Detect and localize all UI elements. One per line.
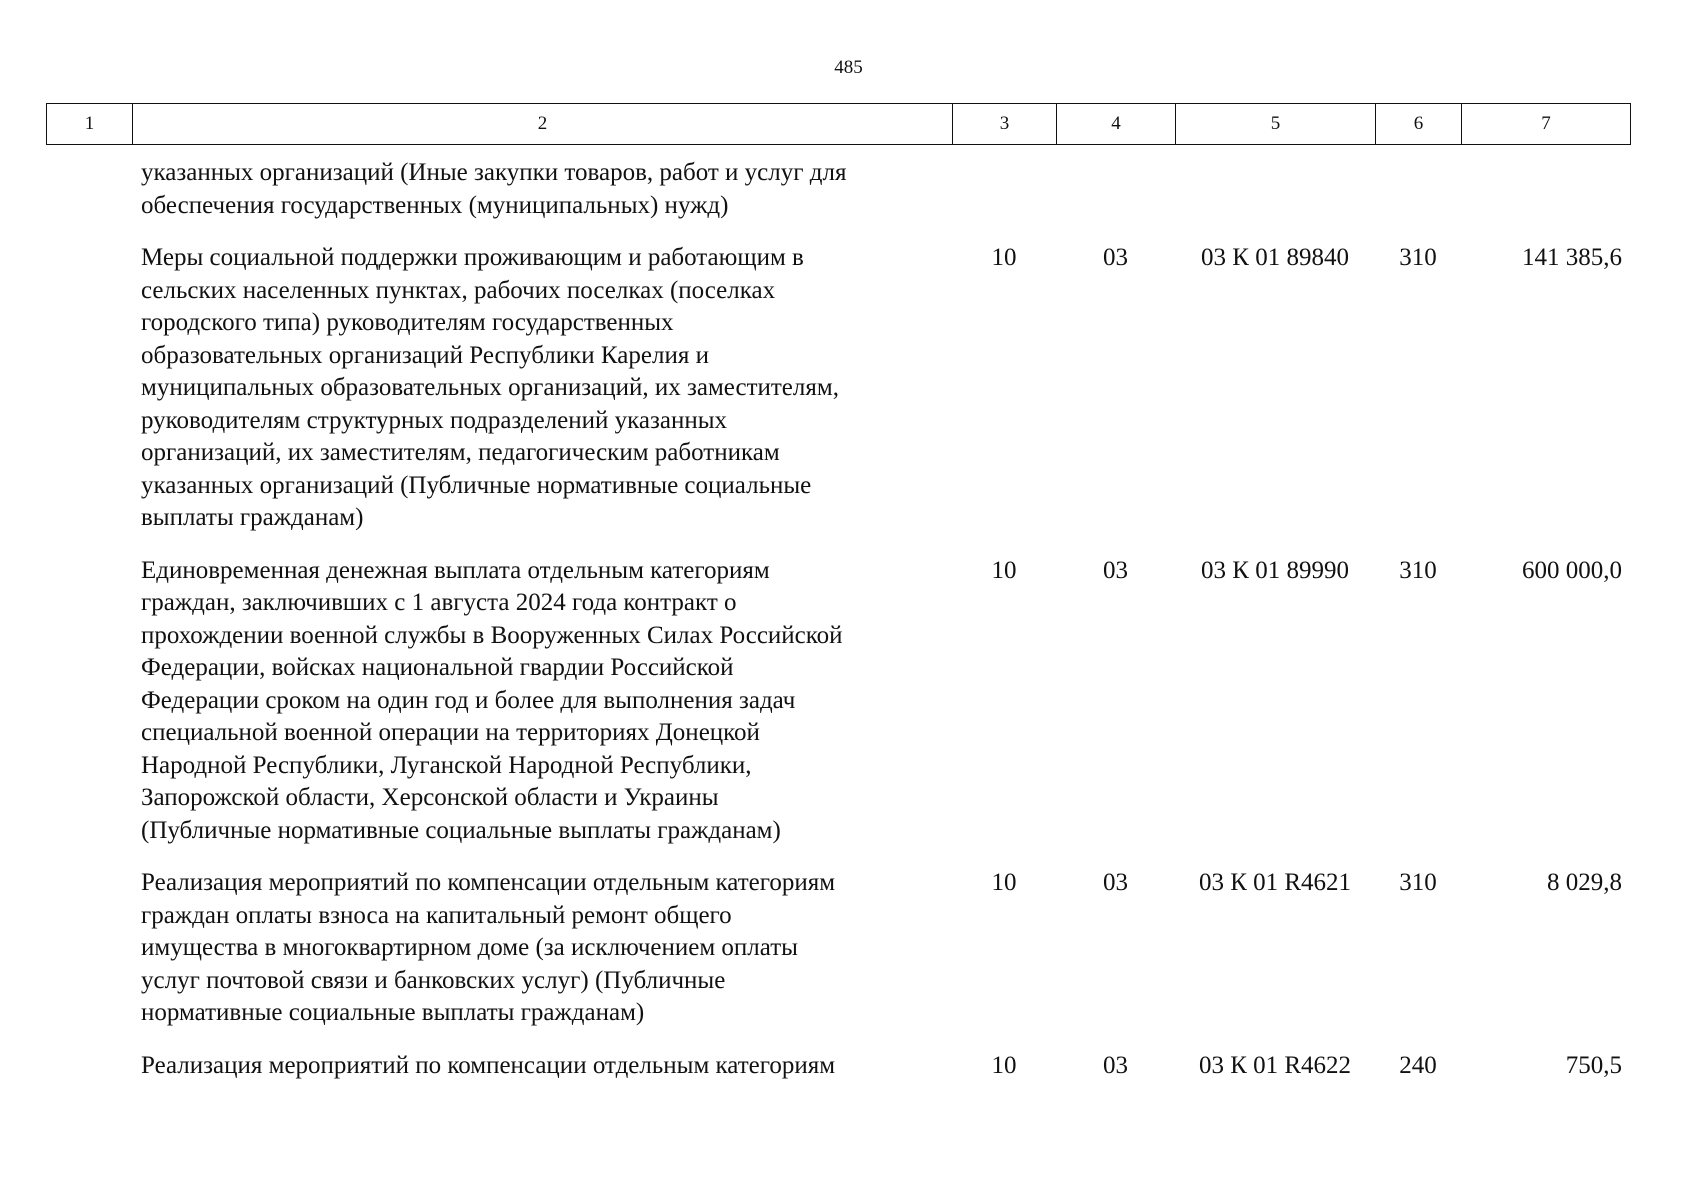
row-description: [132, 157, 952, 222]
description-line: услуг почтовой связи и банковских услуг) (Публичные: [141, 966, 726, 994]
expense-type-code: 310: [1399, 869, 1437, 896]
table-row: [46, 157, 1630, 222]
column-header-table: [46, 103, 1631, 145]
description-line: имущества в многоквартирном доме (за исключением оплаты: [141, 934, 798, 961]
subsection-code: 03: [1103, 1051, 1128, 1079]
column-header-7: 7: [1462, 104, 1631, 145]
description-line: муниципальных образовательных организаций, их заместителям,: [141, 374, 839, 401]
description-line: граждан, заключивших с 1 августа 2024 года контракт о: [141, 589, 737, 616]
table-row: [46, 242, 1630, 535]
table-row: [46, 867, 1630, 1030]
description-line: указанных организаций (Публичные нормативные социальные: [141, 471, 812, 499]
target-article-code: 03 К 01 89840: [1201, 244, 1349, 271]
column-header-6: 6: [1376, 104, 1462, 145]
column-header-1: 1: [47, 104, 133, 145]
row-description: [132, 1050, 952, 1083]
description-line: Реализация мероприятий по компенсации отдельным категориям: [141, 1051, 836, 1079]
subsection-code: 03: [1103, 244, 1128, 271]
description-line: прохождении военной службы в Вооруженных Силах Российской: [141, 621, 843, 649]
column-header-2: 2: [133, 104, 953, 145]
description-line: Народной Республики, Луганской Народной Республики,: [141, 751, 752, 779]
column-header-4: 4: [1057, 104, 1176, 145]
description-line: Единовременная денежная выплата отдельным категориям: [141, 556, 770, 584]
section-code: 10: [991, 869, 1017, 896]
amount: 600 000,0: [1522, 556, 1622, 584]
section-code: 10: [991, 1051, 1017, 1079]
row-description: [132, 242, 952, 535]
expense-type-code: 310: [1399, 244, 1437, 271]
table-row: [46, 555, 1630, 848]
description-line: указанных организаций (Иные закупки товаров, работ и услуг для: [141, 159, 847, 186]
target-article-code: 03 К 01 R4621: [1198, 869, 1352, 896]
row-description: [132, 555, 952, 848]
target-article-code: 03 К 01 89990: [1201, 556, 1349, 584]
row-description: [132, 867, 952, 1030]
description-line: специальной военной операции на территориях Донецкой: [141, 719, 760, 746]
table-body: [46, 157, 1630, 1102]
description-line: городского типа) руководителям государственных: [141, 309, 674, 336]
description-line: граждан оплаты взноса на капитальный ремонт общего: [141, 901, 732, 929]
column-header-row: [47, 104, 1631, 145]
subsection-code: 03: [1103, 869, 1128, 896]
section-code: 10: [991, 556, 1017, 584]
description-line: Федерации сроком на один год и более для выполнения задач: [141, 686, 796, 714]
description-line: организаций, их заместителям, педагогическим работникам: [141, 439, 780, 466]
expense-type-code: 240: [1399, 1051, 1437, 1079]
section-code: 10: [991, 244, 1017, 271]
table-row: [46, 1050, 1630, 1083]
amount: 141 385,6: [1522, 244, 1622, 271]
description-line: Федерации, войсках национальной гвардии Российской: [141, 654, 734, 681]
description-line: (Публичные нормативные социальные выплаты гражданам): [141, 816, 781, 844]
description-line: нормативные социальные выплаты гражданам): [141, 999, 645, 1026]
description-line: выплаты гражданам): [141, 504, 364, 531]
description-line: Запорожской области, Херсонской области и Украины: [141, 784, 719, 811]
amount: 750,5: [1565, 1051, 1622, 1079]
description-line: Меры социальной поддержки проживающим и работающим в: [141, 244, 804, 271]
page-number: 485: [834, 57, 863, 78]
column-header-5: 5: [1176, 104, 1376, 145]
description-line: сельских населенных пунктах, рабочих поселках (поселках: [141, 276, 776, 304]
description-line: руководителям структурных подразделений указанных: [141, 406, 728, 434]
description-line: Реализация мероприятий по компенсации отдельным категориям: [141, 869, 836, 896]
amount: 8 029,8: [1547, 869, 1622, 896]
column-header-3: 3: [953, 104, 1057, 145]
description-line: обеспечения государственных (муниципальных) нужд): [141, 191, 729, 219]
description-line: образовательных организаций Республики Карелия и: [141, 341, 709, 369]
expense-type-code: 310: [1399, 556, 1437, 584]
subsection-code: 03: [1103, 556, 1128, 584]
target-article-code: 03 К 01 R4622: [1198, 1051, 1352, 1079]
